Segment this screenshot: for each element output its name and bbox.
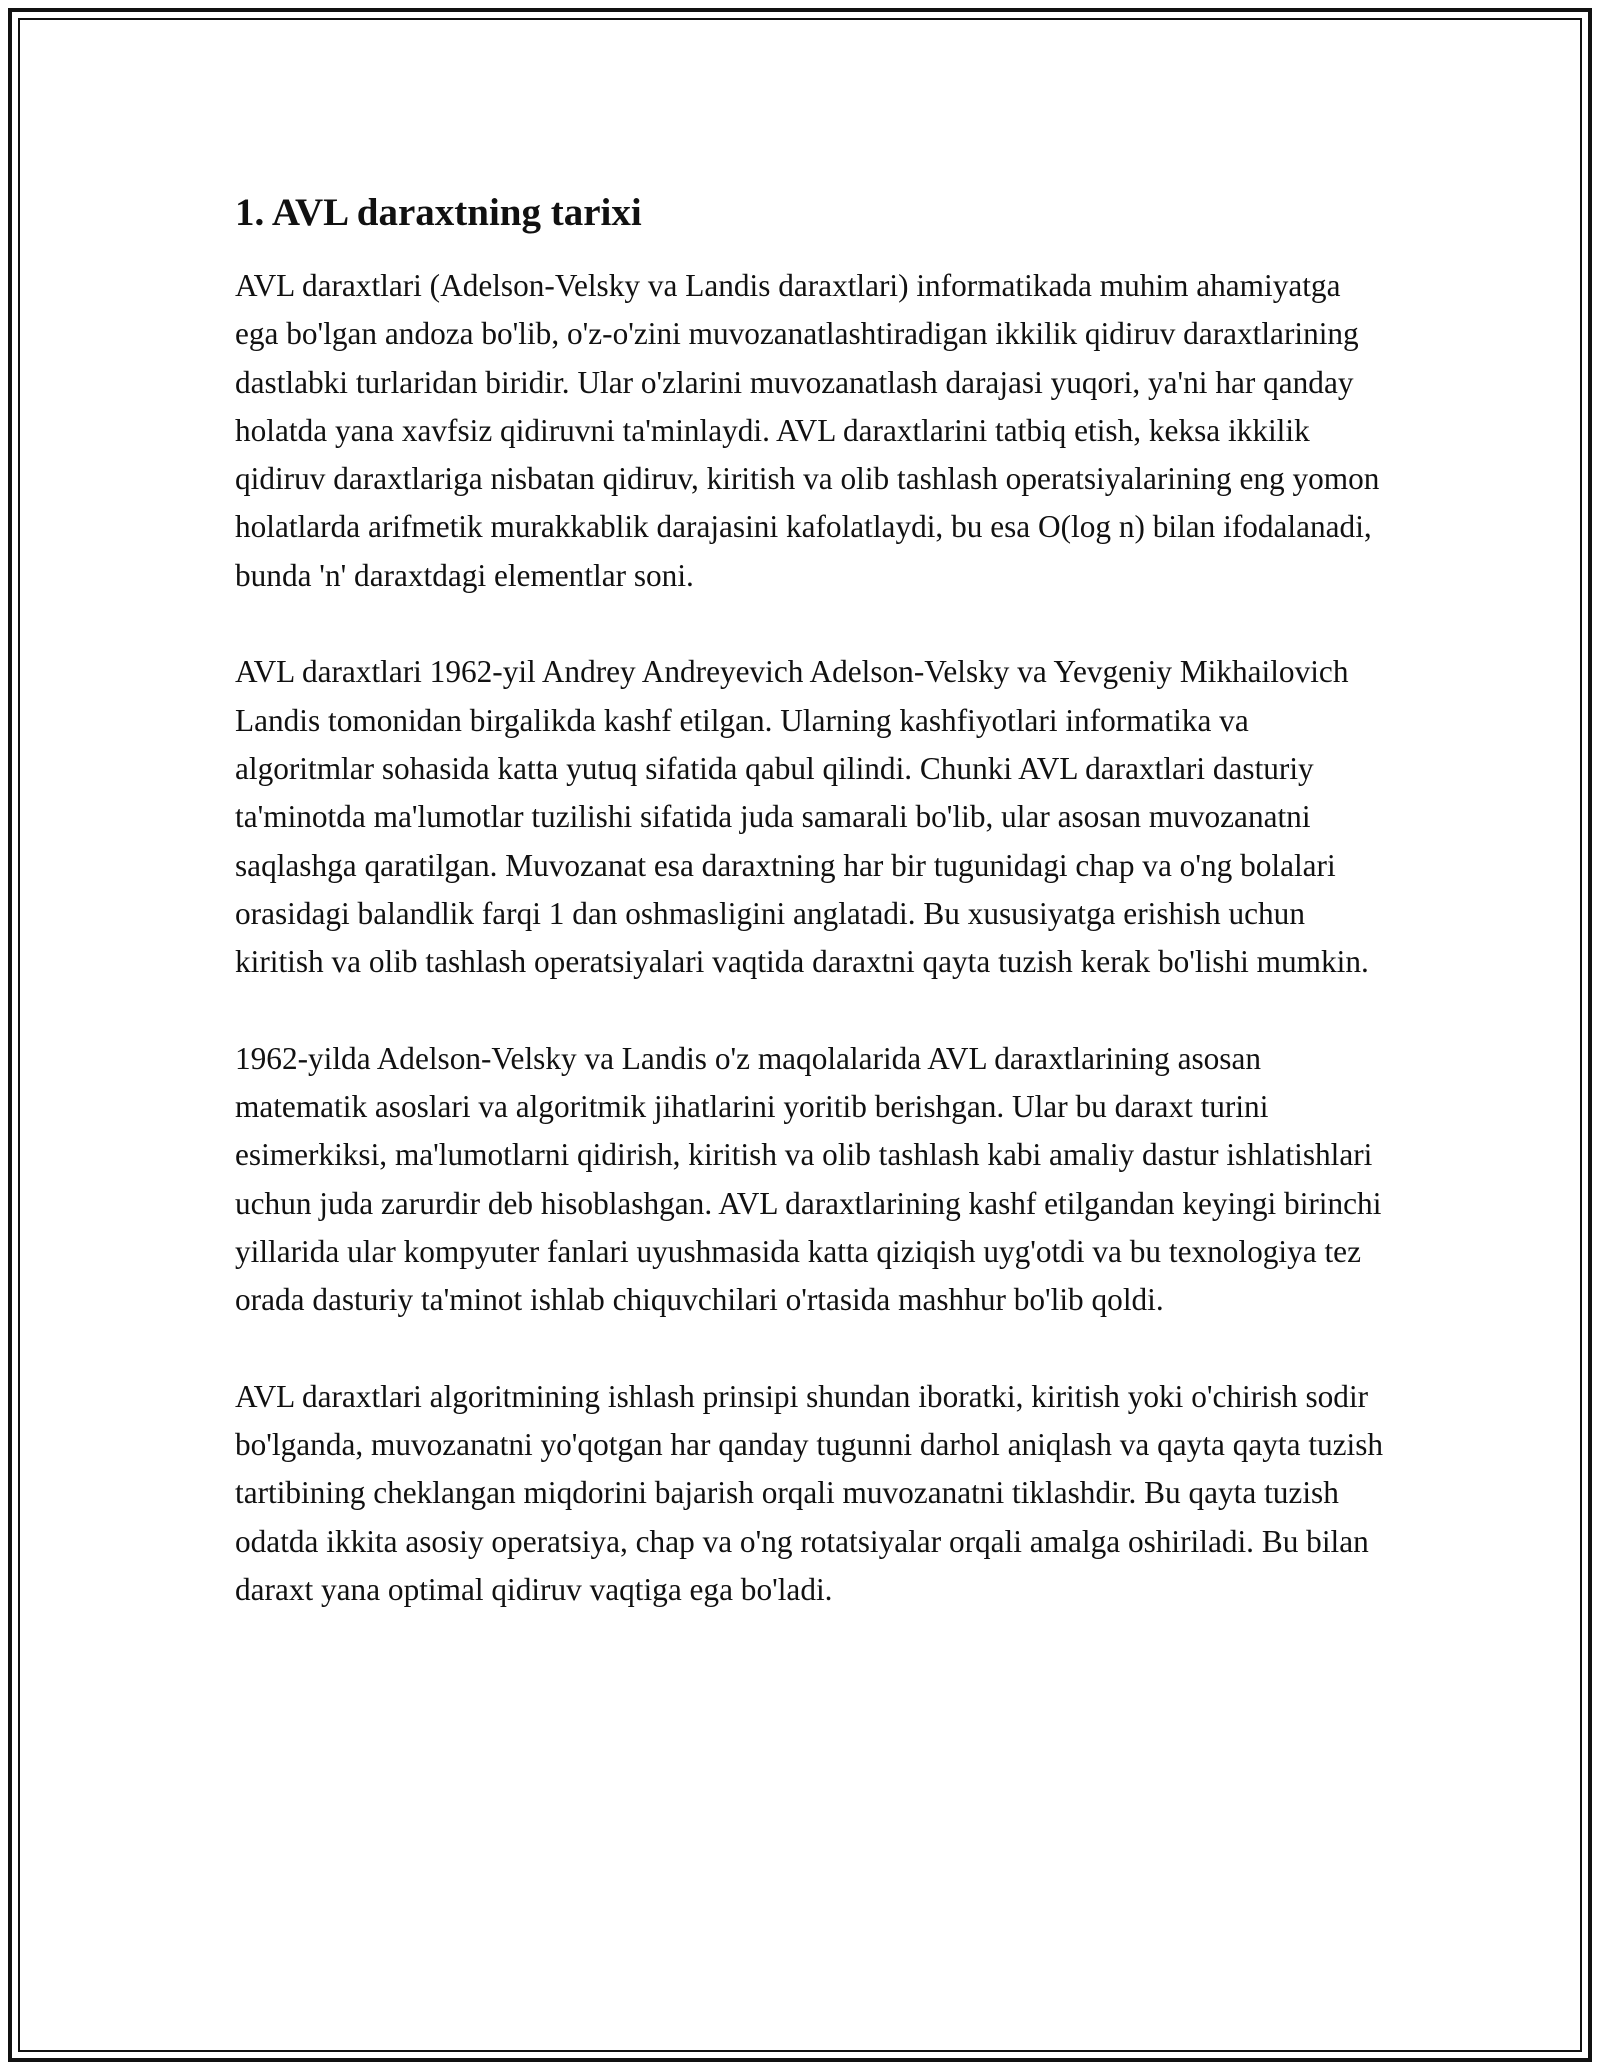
section-heading: 1. AVL daraxtning tarixi <box>235 191 642 234</box>
paragraph-2: AVL daraxtlari 1962-yil Andrey Andreyevich Adelson-Velsky va Yevgeniy Mikhailovich Landis tomonidan birgalikda kashf etilgan. Ularning kashfiyotlari informatika va algoritmlar sohasida katta yutuq sifatida qabul qilindi. Chunki AVL daraxtlari dasturiy ta'minotda ma'lumotlar tuzilishi sifatida juda samarali bo'lib, ular asosan muvozanatni saqlashga qaratilgan. Muvozanat esa daraxtning har bir tugunidagi chap va o'ng bolalari orasidagi balandlik farqi 1 dan oshmasligini anglatadi. Bu xususiyatga erishish uchun kiritish va olib tashlash operatsiyalari vaqtida daraxtni qayta tuzish kerak bo'lishi mumkin. <box>235 654 1369 980</box>
paragraph-4: AVL daraxtlari algoritmining ishlash prinsipi shundan iboratki, kiritish yoki o'chirish sodir bo'lganda, muvozanatni yo'qotgan har qanday tugunni darhol aniqlash va qayta qayta tuzish tartibining cheklangan miqdorini bajarish orqali muvozanatni tiklashdir. Bu qayta tuzish odatda ikkita asosiy operatsiya, chap va o'ng rotatsiyalar orqali amalga oshiriladi. Bu bilan daraxt yana optimal qidiruv vaqtiga ega bo'ladi. <box>235 1378 1384 1608</box>
paragraph-3: 1962-yilda Adelson-Velsky va Landis o'z maqolalarida AVL daraxtlarining asosan matematik asoslari va algoritmik jihatlarini yoritib berishgan. Ular bu daraxt turini esimerkiksi, ma'lumotlarni qidirish, kiritish va olib tashlash kabi amaliy dastur ishlatishlari uchun juda zarurdir deb hisoblashgan. AVL daraxtlarining kashf etilgandan keyingi birinchi yillarida ular kompyuter fanlari uyushmasida katta qiziqish uyg'otdi va bu texnologiya tez orada dasturiy ta'minot ishlab chiquvchilari o'rtasida mashhur bo'lib qoldi. <box>235 1040 1382 1318</box>
document-body <box>235 188 1385 1614</box>
paragraph-1: AVL daraxtlari (Adelson-Velsky va Landis daraxtlari) informatikada muhim ahamiyatga ega bo'lgan andoza bo'lib, o'z-o'zini muvozanatlashtiradigan ikkilik qidiruv daraxtlarining dastlabki turlaridan biridir. Ular o'zlarini muvozanatlash darajasi yuqori, ya'ni har qanday holatda yana xavfsiz qidiruvni ta'minlaydi. AVL daraxtlarini tatbiq etish, keksa ikkilik qidiruv daraxtlariga nisbatan qidiruv, kiritish va olib tashlash operatsiyalarining eng yomon holatlarda arifmetik murakkablik darajasini kafolatlaydi, bu esa O(log n) bilan ifodalanadi, bunda 'n' daraxtdagi elementlar soni. <box>235 268 1380 593</box>
